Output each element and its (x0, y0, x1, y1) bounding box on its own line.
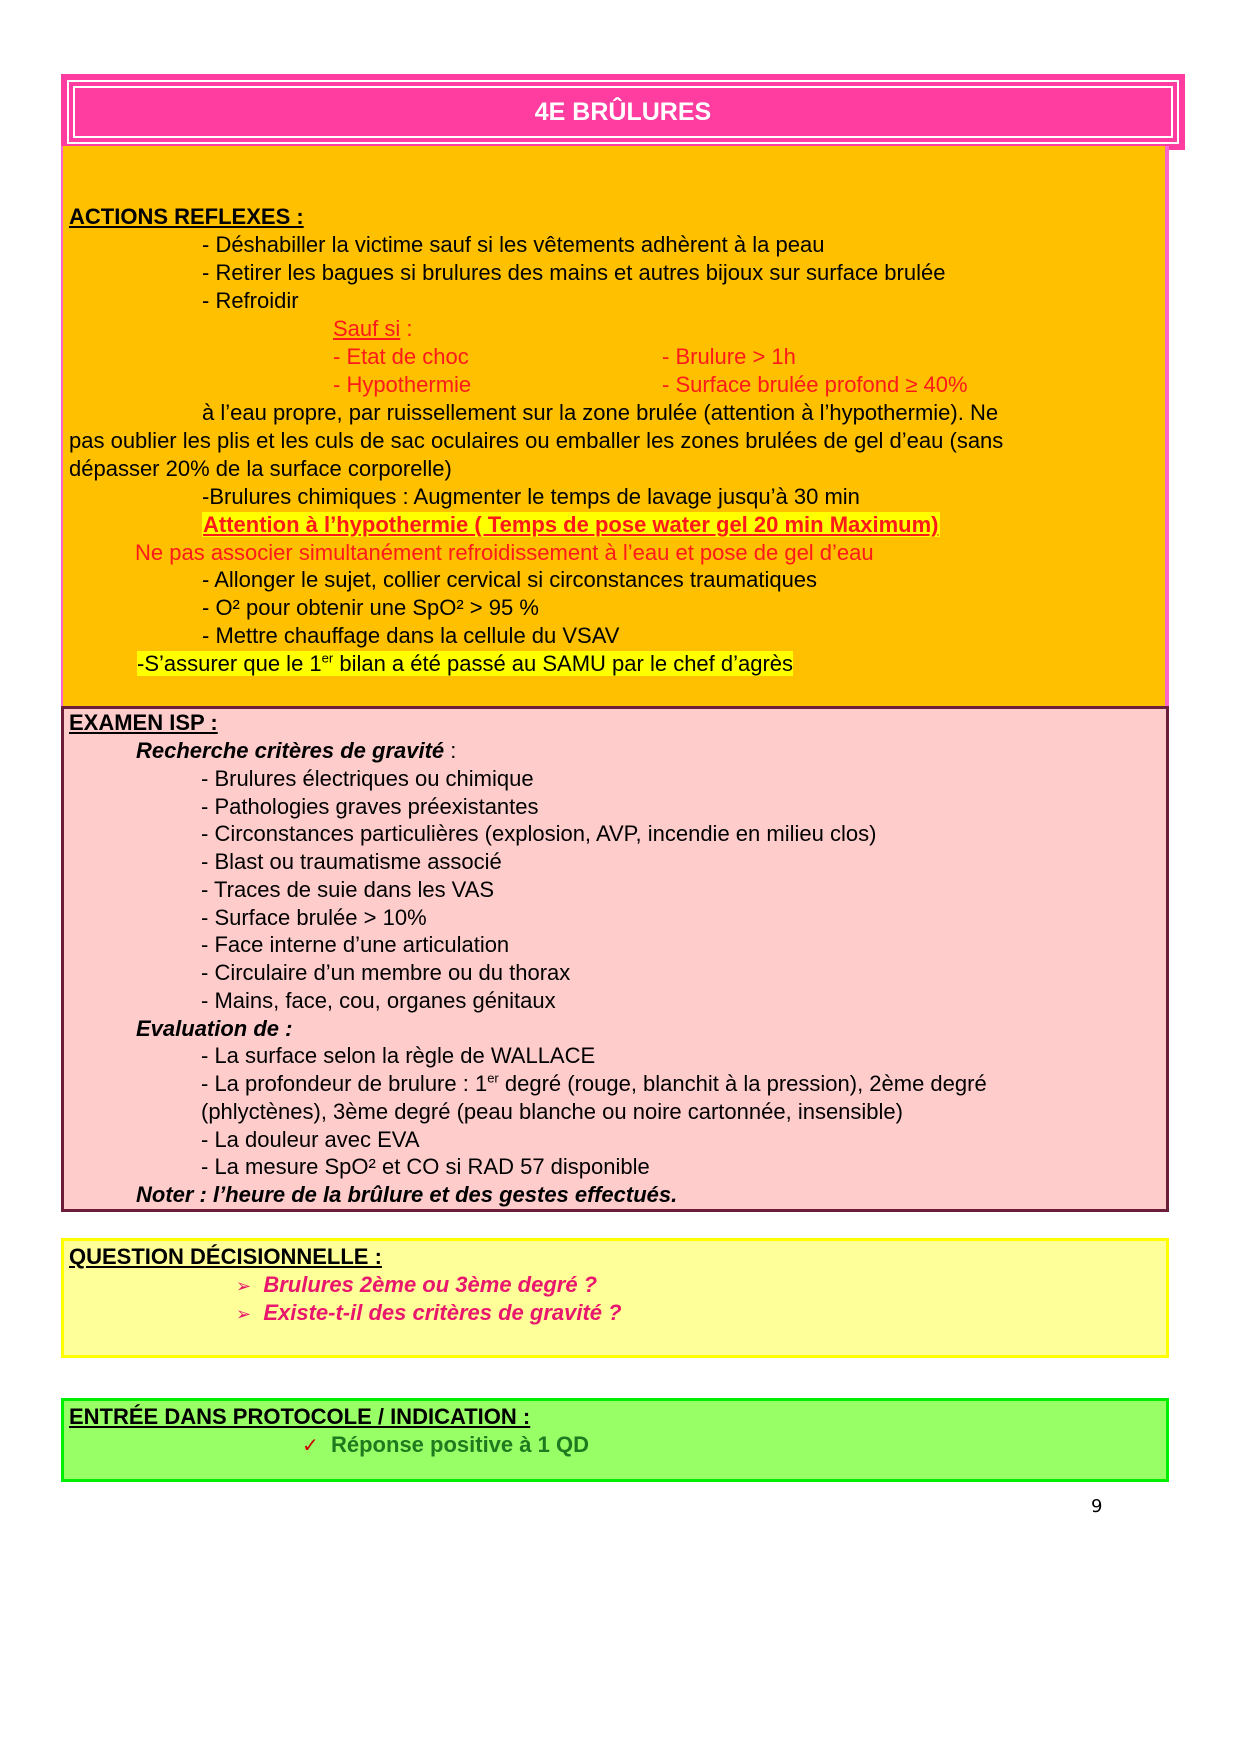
criteria-item: - Circulaire d’un membre ou du thorax (201, 960, 571, 985)
action-remove-rings: - Retirer les bagues si brulures des mains et autres bijoux sur surface brulée (202, 260, 946, 285)
criteria-item: - Traces de suie dans les VAS (201, 877, 495, 902)
criteria-item: - Brulures électriques ou chimique (201, 766, 534, 791)
samu-report-sup: er (321, 650, 334, 666)
cooling-paragraph-2: pas oublier les plis et les culs de sac oculaires ou emballer les zones brulées de gel d’eau (sans (69, 428, 1004, 453)
samu-report-text-b: bilan a été passé au SAMU par le chef d’agrès (333, 651, 794, 676)
cooling-paragraph-3: dépasser 20% de la surface corporelle) (69, 456, 452, 481)
actions-reflexes-section (61, 146, 1169, 706)
entry-answer (302, 1432, 589, 1459)
eval-depth-continued: (phlyctènes), 3ème degré (peau blanche ou noire cartonnée, insensible) (201, 1099, 903, 1124)
action-chemical-burns: -Brulures chimiques : Augmenter le temps de lavage jusqu’à 30 min (202, 484, 860, 509)
eval-depth-a: - La profondeur de brulure : 1 (201, 1071, 488, 1096)
exception-deep-surface: - Surface brulée profond ≥ 40% (662, 372, 968, 397)
arrow-bullet-icon: ➢ (236, 1304, 252, 1324)
entry-protocol-section (61, 1398, 1169, 1482)
sauf-si-colon: : (400, 316, 413, 341)
action-samu-report (137, 651, 793, 677)
criteria-item: - Pathologies graves préexistantes (201, 794, 539, 819)
question-heading: QUESTION DÉCISIONNELLE : (69, 1244, 382, 1269)
criteria-item: - Surface brulée > 10% (201, 905, 427, 930)
entry-heading: ENTRÉE DANS PROTOCOLE / INDICATION : (69, 1404, 531, 1429)
exception-hypothermia: - Hypothermie (333, 372, 472, 397)
question-section (61, 1238, 1169, 1358)
severity-criteria-title (136, 738, 456, 764)
eval-depth (201, 1071, 987, 1097)
eval-spo2: - La mesure SpO² et CO si RAD 57 disponible (201, 1154, 650, 1179)
exception-shock: - Etat de choc (333, 344, 469, 369)
cooling-red-note: Ne pas associer simultanément refroidissement à l’eau et pose de gel d’eau (135, 540, 874, 565)
cooling-paragraph-1: à l’eau propre, par ruissellement sur la zone brulée (attention à l’hypothermie). Ne (202, 400, 999, 425)
exam-note: Noter : l’heure de la brûlure et des gestes effectués. (136, 1182, 678, 1207)
severity-criteria-colon: : (444, 738, 457, 763)
eval-depth-sup: er (487, 1070, 499, 1086)
eval-surface: - La surface selon la règle de WALLACE (201, 1043, 596, 1068)
action-cool: - Refroidir (202, 288, 299, 313)
page-number: 9 (1091, 1496, 1103, 1517)
sauf-si-label: Sauf si (333, 316, 401, 341)
action-undress: - Déshabiller la victime sauf si les vêtements adhèrent à la peau (202, 232, 825, 257)
severity-criteria-label: Recherche critères de gravité (136, 738, 445, 763)
actions-heading: ACTIONS REFLEXES : (69, 204, 304, 229)
question-2 (236, 1300, 622, 1327)
eval-depth-b: degré (rouge, blanchit à la pression), 2ème degré (498, 1071, 987, 1096)
sauf-si (333, 316, 413, 342)
exam-heading: EXAMEN ISP : (69, 710, 218, 735)
question-1 (236, 1272, 597, 1299)
hypothermia-warning-text: Attention à l’hypothermie ( Temps de pose water gel 20 min Maximum) (203, 512, 939, 537)
examen-isp-section (61, 706, 1169, 1212)
action-lay-down: - Allonger le sujet, collier cervical si circonstances traumatiques (202, 567, 818, 592)
question-2-text: Existe-t-il des critères de gravité ? (263, 1300, 622, 1325)
exception-burn-duration: - Brulure > 1h (662, 344, 796, 369)
action-oxygen: - O² pour obtenir une SpO² > 95 % (202, 595, 539, 620)
samu-report-text-a: -S’assurer que le 1 (137, 651, 322, 676)
title-banner (61, 74, 1185, 150)
eval-pain: - La douleur avec EVA (201, 1127, 420, 1152)
criteria-item: - Circonstances particulières (explosion, AVP, incendie en milieu clos) (201, 821, 877, 846)
hypothermia-warning (202, 512, 940, 538)
question-1-text: Brulures 2ème ou 3ème degré ? (263, 1272, 598, 1297)
criteria-item: - Blast ou traumatisme associé (201, 849, 502, 874)
page-title: 4E BRÛLURES (534, 98, 712, 126)
samu-report-highlight (137, 651, 793, 676)
checkmark-icon: ✓ (302, 1435, 319, 1457)
arrow-bullet-icon: ➢ (236, 1276, 252, 1296)
action-heating: - Mettre chauffage dans la cellule du VSAV (202, 623, 620, 648)
criteria-item: - Mains, face, cou, organes génitaux (201, 988, 556, 1013)
criteria-item: - Face interne d’une articulation (201, 932, 510, 957)
entry-answer-text: Réponse positive à 1 QD (331, 1432, 589, 1457)
evaluation-title: Evaluation de : (136, 1016, 293, 1041)
